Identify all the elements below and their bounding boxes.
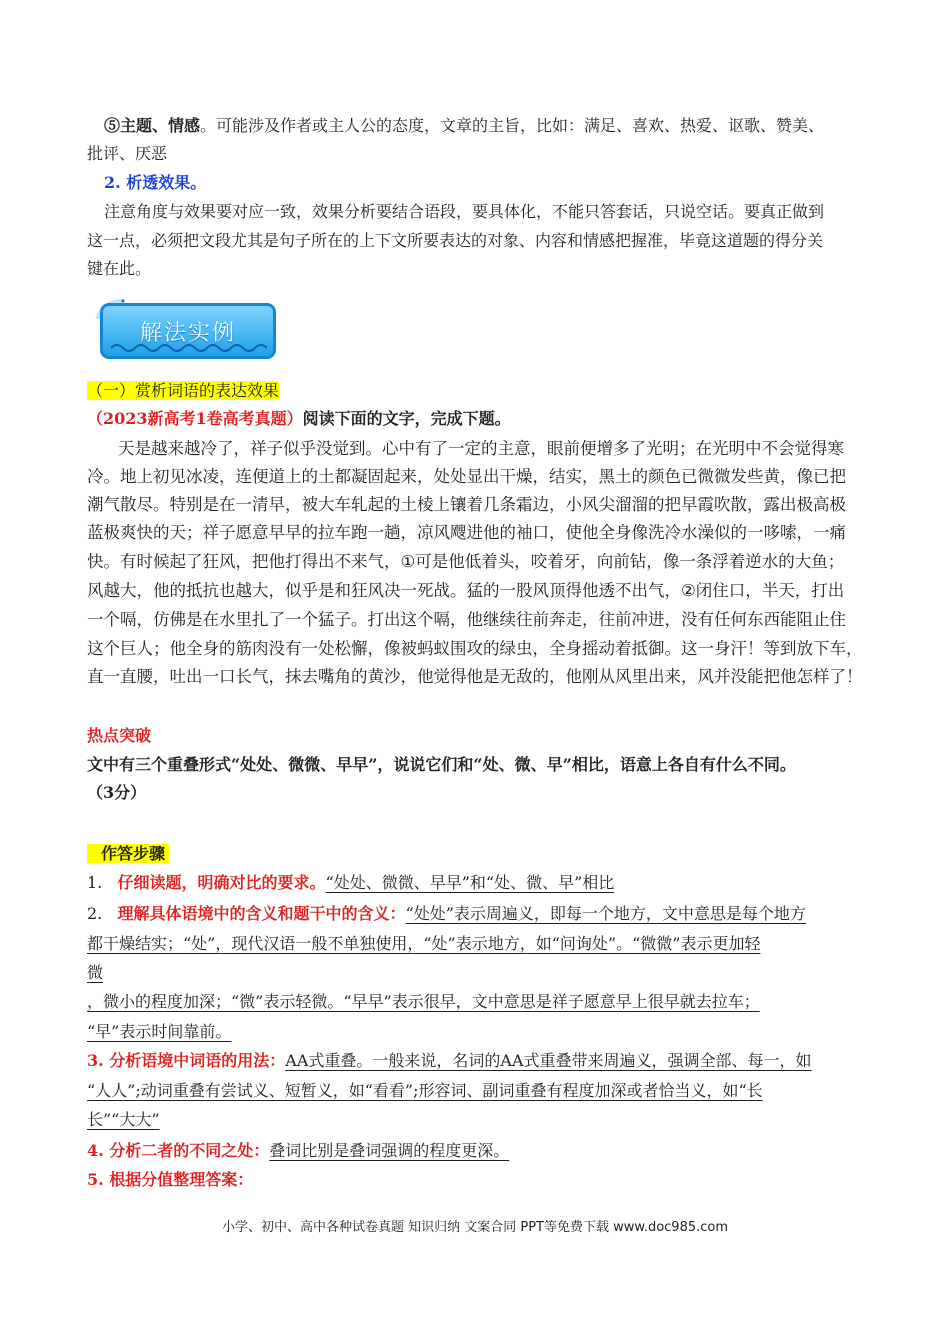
step-3 <box>87 1047 812 1075</box>
hotspot-title: 热点突破 <box>87 726 152 745</box>
passage-line: 直一直腰，吐出一口长气，抹去嘴角的黄沙，他觉得他是无敌的，他刚从风里出来，风并没能把他怎样了！ <box>87 667 863 686</box>
exam-source: （2023新高考1卷高考真题） <box>87 409 303 428</box>
intro-item5-bold: ⑤主题、情感 <box>104 116 201 135</box>
passage-line: 蓝极爽快的天；祥子愿意早早的拉车跑一趟，凉风飕进他的袖口，使他全身像洗冷水澡似的一哆嗦，一痛 <box>87 523 846 542</box>
page-footer: 小学、初中、高中各种试卷真题 知识归纳 文案合同 PPT等免费下载 www.doc985.com <box>221 1220 729 1235</box>
step-3-heading: 3. 分析语境中词语的用法： <box>87 1051 286 1070</box>
step-2-line: “处处”表示周遍义，即每一个地方，文中意思是每个地方 <box>405 904 806 923</box>
step-2-line: 都干燥结实；“处”，现代汉语一般不单独使用，“处”表示地方，如“问询处”。“微微”表示更加轻 <box>87 934 761 953</box>
step-2-line: “早”表示时间靠前。 <box>87 1022 232 1041</box>
intro-item5-rest: 。可能涉及作者或主人公的态度，文章的主旨，比如：满足、喜欢、热爱、讴歌、赞美、 <box>200 116 825 135</box>
passage-line: 潮气散尽。特别是在一清早，被大车轧起的土棱上镶着几条霜边，小风尖溜溜的把早霞吹散，露出极高极 <box>87 495 846 514</box>
section-source-line <box>87 405 511 433</box>
hotspot-question: 文中有三个重叠形式“处处、微微、早早”，说说它们和“处、微、早”相比，语意上各自有什么不同。 <box>87 755 796 774</box>
step-3-line: “人人”;动词重叠有尝试义、短暂义，如“看看”;形容词、副词重叠有程度加深或者恰当义，如“长 <box>87 1081 763 1100</box>
step-1 <box>87 869 614 897</box>
passage-line: 天是越来越冷了，祥子似乎没觉到。心中有了一定的主意，眼前便增多了光明；在光明中不会觉得寒 <box>118 439 844 458</box>
passage-line: 快。有时候起了狂风，把他打得出不来气，①可是他低着头，咬着牙，向前钻，像一条浮着逆水的大鱼； <box>87 552 845 571</box>
passage-line: 风越大，他的抵抗也越大，似乎是和狂风决一死战。猛的一股风顶得他透不出气，②闭住口，半天，打出 <box>87 581 845 600</box>
step-5-heading: 5. 根据分值整理答案： <box>87 1170 254 1189</box>
solution-examples-badge <box>100 303 276 359</box>
step-2-number: 2. <box>87 904 103 923</box>
step-4-text: 叠词比别是叠词强调的程度更深。 <box>269 1141 510 1160</box>
intro-paragraph-line2: 这一点，必须把文段尤其是句子所在的上下文所要表达的对象、内容和情感把握准，毕竟这道题的得分关 <box>87 231 824 250</box>
passage-line: 一个嗝，仿佛是在水里扎了一个猛子。打出这个嗝，他继续往前奔走，往前冲进，没有任何东西能阻止住 <box>87 610 846 629</box>
step-4 <box>87 1137 509 1165</box>
step-2 <box>87 900 806 928</box>
intro-paragraph-line3: 键在此。 <box>87 259 152 278</box>
step-3-line: 长”“大大” <box>87 1110 160 1129</box>
passage-line: 冷。地上初见冰凌，连便道上的土都凝固起来，处处显出干燥，结实，黑土的颜色已微微发些黄，像已把 <box>87 467 846 486</box>
step-4-heading: 4. 分析二者的不同之处： <box>87 1141 270 1160</box>
intro-item5 <box>104 112 824 140</box>
section-title: （一）赏析词语的表达效果 <box>87 381 280 400</box>
step-3-line: AA式重叠。一般来说，名词的AA式重叠带来周遍义，强调全部、每一，如 <box>285 1051 812 1070</box>
instruction: 阅读下面的文字，完成下题。 <box>302 409 511 428</box>
intro-paragraph-line1: 注意角度与效果要对应一致，效果分析要结合语段，要具体化，不能只答套话，只说空话。要真正做到 <box>104 202 825 221</box>
step-2-heading: 理解具体语境中的含义和题干中的含义： <box>117 904 406 923</box>
intro-item5-cont: 批评、厌恶 <box>87 144 168 163</box>
hotspot-score: （3分） <box>87 783 147 802</box>
badge-label: 解法实例 <box>139 321 236 346</box>
step-1-text: “处处、微微、早早”和“处、微、早”相比 <box>325 873 615 892</box>
step-2-line: ，微小的程度加深；“微”表示轻微。“早早”表示很早，文中意思是祥子愿意早上很早就去拉车； <box>87 992 760 1011</box>
steps-title: 作答步骤 <box>87 840 169 868</box>
step-1-number: 1. <box>87 873 103 892</box>
step-2-line: 微 <box>87 963 104 982</box>
step-1-heading: 仔细读题，明确对比的要求。 <box>117 873 326 892</box>
intro-heading-2: 2. 析透效果。 <box>104 173 207 192</box>
passage-line: 这个巨人；他全身的筋肉没有一处松懈，像被蚂蚁围攻的绿虫，全身摇动着抵御。这一身汗！等到放下车， <box>87 639 863 658</box>
